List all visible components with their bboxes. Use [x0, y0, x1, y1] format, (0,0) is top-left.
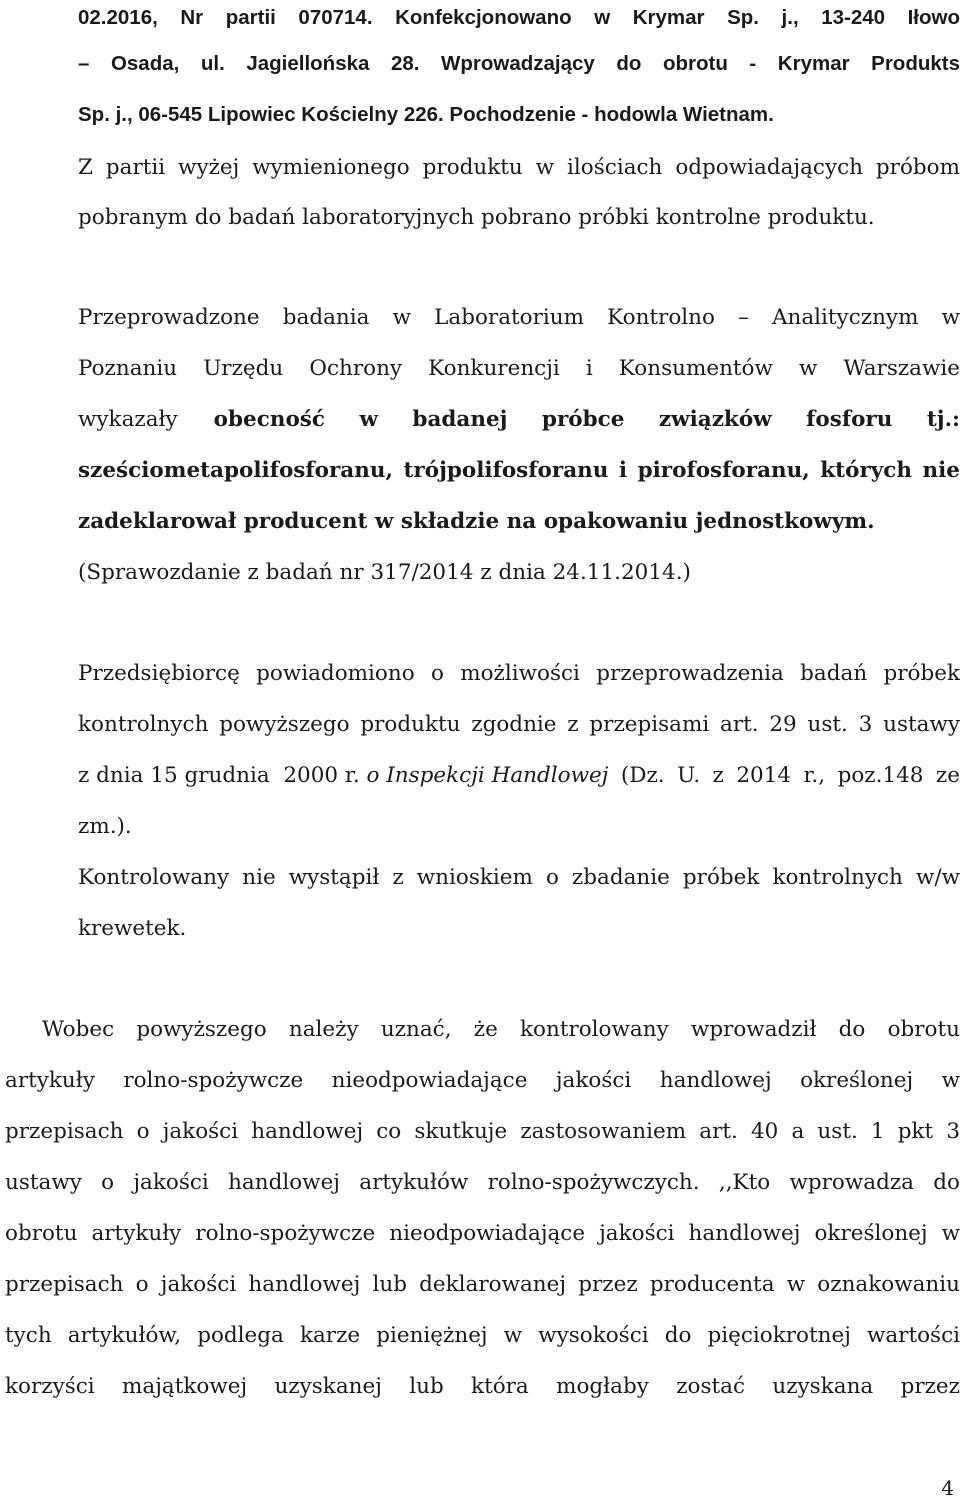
- para4-line-7: tych artykułów, podlega karze pieniężnej w wysokości do pięciokrotnej wartości: [5, 1323, 960, 1348]
- para2-line-6: (Sprawozdanie z badań nr 317/2014 z dnia 24.11.2014.): [78, 560, 691, 585]
- page-number: 4: [941, 1476, 954, 1500]
- para2-line-3-prefix: wykazały: [78, 407, 178, 432]
- para4-line-3: przepisach o jakości handlowej co skutkuje zastosowaniem art. 40 a ust. 1 pkt 3: [5, 1119, 960, 1144]
- para3-line-5: Kontrolowany nie wystąpił z wnioskiem o zbadanie próbek kontrolnych w/w: [78, 865, 960, 890]
- para2-line-5: zadeklarował producent w składzie na opakowaniu jednostkowym.: [78, 509, 875, 534]
- para3-line-2: kontrolnych powyższego produktu zgodnie z przepisami art. 29 ust. 3 ustawy: [78, 712, 960, 737]
- para1-line-2: pobranym do badań laboratoryjnych pobrano próbki kontrolne produktu.: [78, 205, 875, 230]
- para2-line-1: Przeprowadzone badania w Laboratorium Kontrolno – Analitycznym w: [78, 305, 960, 330]
- para2-line-3: [78, 402, 960, 438]
- header-line-1: 02.2016, Nr partii 070714. Konfekcjonowano w Krymar Sp. j., 13-240 Iłowo: [78, 6, 960, 29]
- para4-line-5: obrotu artykuły rolno-spożywcze nieodpowiadające jakości handlowej określonej w: [5, 1221, 960, 1246]
- para4-line-4: ustawy o jakości handlowej artykułów rolno-spożywczych. ,,Kto wprowadza do: [5, 1170, 960, 1195]
- header-line-2: – Osada, ul. Jagiellońska 28. Wprowadzający do obrotu - Krymar Produkts: [78, 52, 960, 75]
- para2-line-2: Poznaniu Urzędu Ochrony Konkurencji i Konsumentów w Warszawie: [78, 356, 960, 381]
- para3-line-1: Przedsiębiorcę powiadomiono o możliwości przeprowadzenia badań próbek: [78, 661, 960, 686]
- para4-line-1: Wobec powyższego należy uznać, że kontrolowany wprowadził do obrotu: [42, 1017, 960, 1042]
- para3-line-6: krewetek.: [78, 916, 187, 941]
- para3-line-3: [78, 758, 960, 794]
- para2-line-4: sześciometapolifosforanu, trójpolifosforanu i pirofosforanu, których nie: [78, 458, 960, 483]
- para4-line-6: przepisach o jakości handlowej lub deklarowanej przez producenta w oznakowaniu: [5, 1272, 960, 1297]
- para3-line-3-suffix: (Dz. U. z 2014 r., poz.148 ze: [608, 763, 960, 788]
- para2-line-3-bold: obecność w badanej próbce związków fosforu tj.:: [213, 407, 960, 432]
- header-line-3: Sp. j., 06-545 Lipowiec Kościelny 226. Pochodzenie - hodowla Wietnam.: [78, 103, 774, 126]
- para3-line-4: zm.).: [78, 814, 132, 839]
- act-title-italic: o Inspekcji Handlowej: [366, 763, 609, 788]
- para4-line-8: korzyści majątkowej uzyskanej lub która mogłaby zostać uzyskana przez: [5, 1374, 960, 1399]
- para1-line-1: Z partii wyżej wymienionego produktu w ilościach odpowiadających próbom: [78, 155, 960, 180]
- para3-line-3-prefix: z dnia 15 grudnia 2000 r.: [78, 763, 367, 788]
- para4-line-2: artykuły rolno-spożywcze nieodpowiadające jakości handlowej określonej w: [5, 1068, 960, 1093]
